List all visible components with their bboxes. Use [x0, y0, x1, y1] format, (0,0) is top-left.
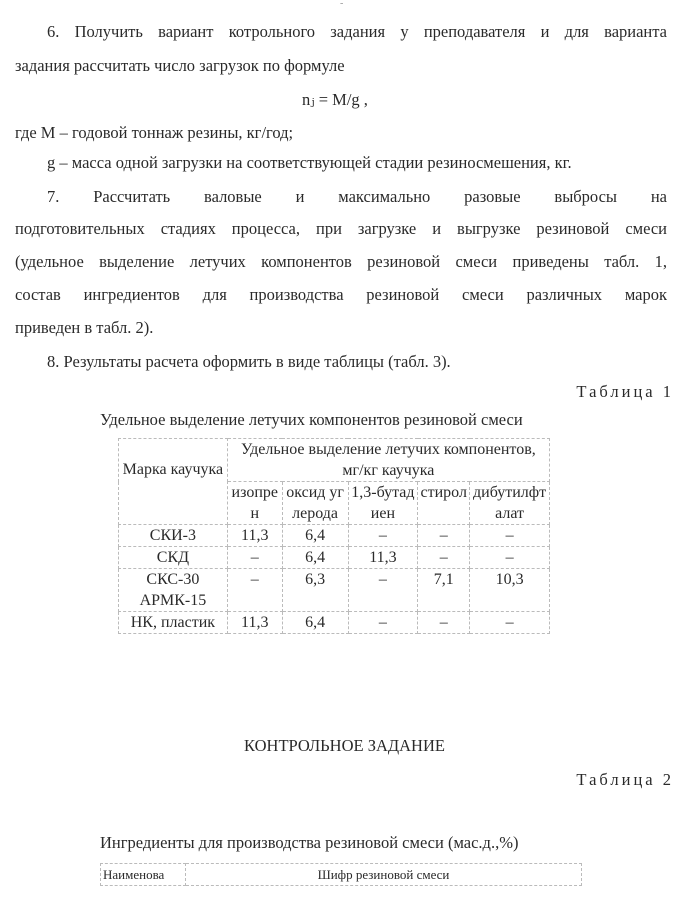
cell: – [227, 569, 282, 612]
header-code: Шифр резиновой смеси [186, 864, 582, 886]
cell-brand: СКД [119, 547, 228, 569]
table1 [118, 438, 550, 634]
header-group: Удельное выделение летучих компонентов, мг/кг каучука [227, 439, 549, 482]
paragraph-6-line-2: задания рассчитать число загрузок по формуле [15, 56, 345, 75]
col-header: стирол [418, 482, 470, 525]
table-row [119, 547, 550, 569]
cell: – [348, 525, 418, 547]
cell: – [227, 547, 282, 569]
cell: – [470, 525, 550, 547]
cell: – [418, 612, 470, 634]
table-row [119, 612, 550, 634]
cell: 11,3 [227, 525, 282, 547]
header-brand: Марка каучука [119, 439, 228, 525]
cell: 10,3 [470, 569, 550, 612]
table1-caption: Удельное выделение летучих компонентов резиновой смеси [100, 410, 523, 429]
cell: – [348, 569, 418, 612]
cell: 6,4 [282, 612, 348, 634]
cell: 11,3 [227, 612, 282, 634]
cell: 6,4 [282, 525, 348, 547]
col-header: изопрен [227, 482, 282, 525]
table-row [119, 525, 550, 547]
col-header: дибутилфталат [470, 482, 550, 525]
cell: – [418, 547, 470, 569]
paragraph-7-line-5: приведен в табл. 2). [15, 318, 154, 337]
formula: nⱼ = M/g , [302, 90, 368, 109]
cell-brand: СКС-30 АРМК-15 [119, 569, 228, 612]
cell: 6,3 [282, 569, 348, 612]
cell: 11,3 [348, 547, 418, 569]
cell-brand: НК, пластик [119, 612, 228, 634]
paragraph-7-line-1: 7. Рассчитать валовые и максимально разовые выбросы на [47, 187, 667, 206]
paragraph-7-line-2: подготовительных стадиях процесса, при загрузке и выгрузке резиновой смеси [15, 219, 667, 238]
cell: 6,4 [282, 547, 348, 569]
cell: – [418, 525, 470, 547]
cell: 7,1 [418, 569, 470, 612]
cell: – [470, 547, 550, 569]
section-title: КОНТРОЛЬНОЕ ЗАДАНИЕ [244, 736, 445, 755]
header-name: Наименова [101, 864, 186, 886]
paragraph-7-line-4: состав ингредиентов для производства резиновой смеси различных марок [15, 285, 667, 304]
table2 [100, 863, 582, 886]
paragraph-7-line-3: (удельное выделение летучих компонентов резиновой смеси приведены табл. 1, [15, 252, 667, 271]
cell-brand: СКИ-3 [119, 525, 228, 547]
table-row [119, 569, 550, 612]
page-mark: - [340, 0, 344, 9]
paragraph-8: 8. Результаты расчета оформить в виде таблицы (табл. 3). [47, 352, 451, 371]
cell: – [470, 612, 550, 634]
table1-label: Таблица 1 [576, 382, 674, 401]
col-header: 1,3-бутадиен [348, 482, 418, 525]
col-header: оксид углерода [282, 482, 348, 525]
paragraph-6-line-1: 6. Получить вариант котрольного задания у преподавателя и для варианта [47, 22, 667, 41]
cell: – [348, 612, 418, 634]
where-g: g – масса одной загрузки на соответствующей стадии резиносмешения, кг. [47, 153, 572, 172]
table2-label: Таблица 2 [576, 770, 674, 789]
table2-caption: Ингредиенты для производства резиновой смеси (мас.д.,%) [100, 833, 519, 852]
where-m: где М – годовой тоннаж резины, кг/год; [15, 123, 294, 142]
